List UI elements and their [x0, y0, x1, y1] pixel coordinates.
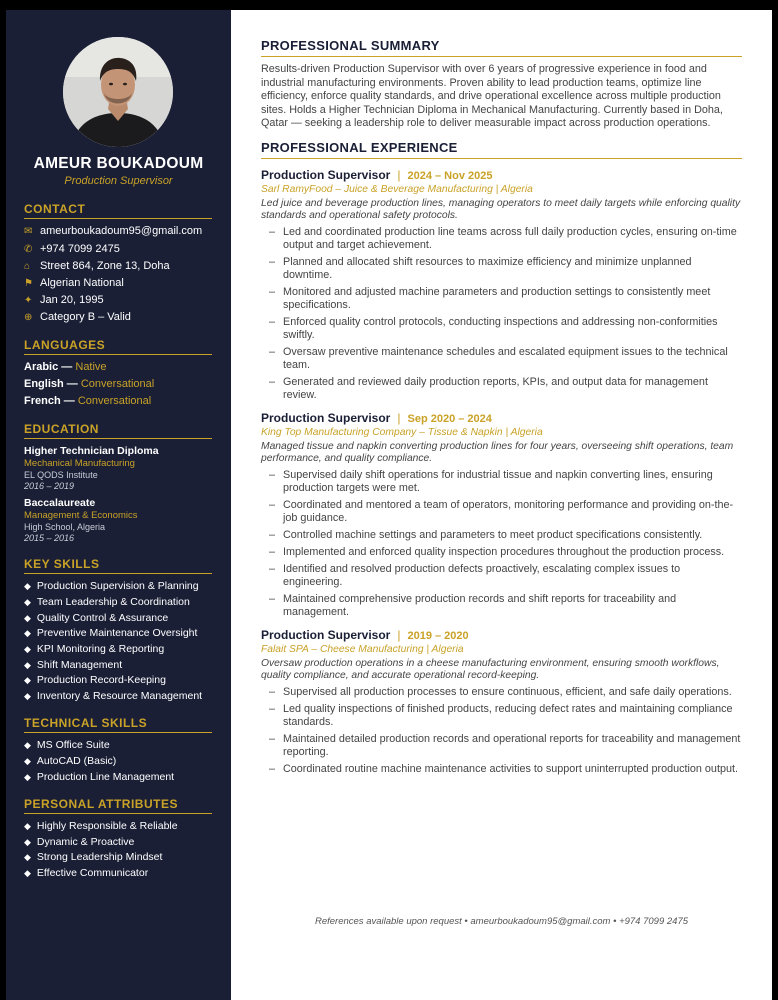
contact-license	[24, 311, 131, 323]
job-company: Sarl RamyFood – Juice & Beverage Manufacturing | Algeria	[261, 183, 533, 195]
job-bullet: – Planned and allocated shift resources to maximize efficiency and minimize unplanned downtime.	[261, 256, 742, 282]
job-position: Production Supervisor	[261, 410, 391, 425]
languages-section-title: LANGUAGES	[24, 338, 212, 355]
education-institution: EL QODS Institute	[24, 470, 98, 480]
diamond-bullet-icon: ◆	[24, 868, 31, 878]
diamond-bullet-icon: ◆	[24, 675, 31, 685]
technical-skill-item: ◆ Production Line Management	[24, 771, 175, 783]
job-bullet: – Led and coordinated production line teams across full daily production cycles, ensuring on-time output and target achievement.	[261, 226, 742, 252]
education-section-title: EDUCATION	[24, 422, 212, 439]
candidate-name: AMEUR BOUKADOUM	[33, 155, 204, 172]
personal-attributes-section-title: PERSONAL ATTRIBUTES	[24, 797, 212, 814]
key-skills-section-title: KEY SKILLS	[24, 557, 212, 574]
job-bullet: – Monitored and adjusted machine parameters and production settings to consistently meet specifications.	[261, 286, 742, 312]
contact-email-text: ameurboukadoum95@gmail.com	[40, 225, 203, 237]
key-skill-item: ◆ Shift Management	[24, 659, 123, 671]
attribute-item: ◆ Strong Leadership Mindset	[24, 851, 163, 863]
job-description: Led juice and beverage production lines, managing operators to meet daily targets while enforcing quality standards and operational safety protocols.	[261, 197, 741, 221]
diamond-bullet-icon: ◆	[24, 660, 31, 670]
job-dates: Sep 2020 – 2024	[407, 412, 492, 425]
job-header: Production Supervisor | 2019 – 2020	[261, 627, 469, 642]
education-degree: Baccalaureate	[24, 497, 96, 509]
contact-phone-text: +974 7099 2475	[40, 243, 120, 255]
diamond-bullet-icon: ◆	[24, 597, 31, 607]
job-position: Production Supervisor	[261, 627, 391, 642]
diamond-bullet-icon: ◆	[24, 613, 31, 623]
footer-references: References available upon request • ameurboukadoum95@gmail.com • +974 7099 2475	[314, 916, 689, 927]
job-header: Production Supervisor | 2024 – Nov 2025	[261, 167, 493, 182]
education-institution: High School, Algeria	[24, 522, 106, 532]
experience-section-title: PROFESSIONAL EXPERIENCE	[261, 140, 742, 159]
key-skill-item: ◆ KPI Monitoring & Reporting	[24, 643, 165, 655]
avatar	[63, 37, 173, 147]
job-bullet: – Implemented and enforced quality inspection procedures throughout the production process.	[261, 546, 742, 559]
diamond-bullet-icon: ◆	[24, 644, 31, 654]
flag-icon: ⚑	[24, 277, 33, 289]
education-degree: Higher Technician Diploma	[24, 445, 159, 457]
diamond-bullet-icon: ◆	[24, 756, 31, 766]
job-bullet: – Supervised all production processes to ensure continuous, efficient, and safe daily operations.	[261, 686, 742, 699]
diamond-bullet-icon: ◆	[24, 691, 31, 701]
diamond-bullet-icon: ◆	[24, 821, 31, 831]
portrait-image	[63, 37, 173, 147]
contact-nationality	[24, 277, 124, 289]
diamond-bullet-icon: ◆	[24, 740, 31, 750]
language-item: Arabic — Native	[24, 361, 107, 373]
summary-section-title: PROFESSIONAL SUMMARY	[261, 38, 742, 57]
job-company: Falait SPA – Cheese Manufacturing | Algeria	[261, 643, 464, 655]
language-item: English — Conversational	[24, 378, 155, 390]
job-entry	[261, 168, 742, 402]
education-years: 2016 – 2019	[24, 481, 75, 491]
diamond-bullet-icon: ◆	[24, 628, 31, 638]
job-bullet: – Oversaw preventive maintenance schedules and escalated equipment issues to the technical team.	[261, 346, 742, 372]
job-bullet: – Maintained detailed production records and operational reports for traceability and management reporting.	[261, 733, 742, 759]
job-description: Managed tissue and napkin converting production lines for four years, overseeing shift operations, team performance, and quality compliance.	[261, 440, 734, 464]
job-bullet: – Supervised daily shift operations for industrial tissue and napkin converting lines, ensuring production targets were met.	[261, 469, 742, 495]
diamond-bullet-icon: ◆	[24, 837, 31, 847]
attribute-item: ◆ Effective Communicator	[24, 867, 149, 879]
diamond-bullet-icon: ◆	[24, 852, 31, 862]
job-bullets	[261, 226, 742, 402]
job-position: Production Supervisor	[261, 167, 391, 182]
contact-birthdate-text: Jan 20, 1995	[40, 294, 104, 306]
contact-phone[interactable]	[24, 243, 120, 255]
job-bullets	[261, 686, 742, 776]
envelope-icon: ✉	[24, 225, 33, 237]
contact-section-title: CONTACT	[24, 202, 212, 219]
job-bullet: – Identified and resolved production defects proactively, escalating complex issues to engineering.	[261, 563, 742, 589]
key-skill-item: ◆ Production Record-Keeping	[24, 674, 166, 686]
job-header: Production Supervisor | Sep 2020 – 2024	[261, 410, 492, 425]
attribute-item: ◆ Highly Responsible & Reliable	[24, 820, 178, 832]
target-icon: ⊕	[24, 311, 33, 323]
education-field: Mechanical Manufacturing	[24, 458, 135, 469]
job-bullet: – Controlled machine settings and parameters to meet product specifications consistently.	[261, 529, 742, 542]
language-item: French — Conversational	[24, 395, 152, 407]
phone-icon: ✆	[24, 243, 33, 255]
technical-skills-section-title: TECHNICAL SKILLS	[24, 716, 212, 733]
key-skill-item: ◆ Production Supervision & Planning	[24, 580, 199, 592]
job-dates: 2024 – Nov 2025	[407, 169, 493, 182]
key-skill-item: ◆ Preventive Maintenance Oversight	[24, 627, 198, 639]
key-skill-item: ◆ Quality Control & Assurance	[24, 612, 169, 624]
diamond-bullet-icon: ◆	[24, 581, 31, 591]
job-bullet: – Coordinated and mentored a team of operators, monitoring performance and providing on-the-job guidance.	[261, 499, 742, 525]
attribute-item: ◆ Dynamic & Proactive	[24, 836, 135, 848]
job-bullet: – Led quality inspections of finished products, reducing defect rates and maintaining compliance standards.	[261, 703, 742, 729]
contact-nationality-text: Algerian National	[40, 277, 124, 289]
technical-skill-item: ◆ AutoCAD (Basic)	[24, 755, 117, 767]
job-entry	[261, 411, 742, 619]
home-icon: ⌂	[24, 260, 31, 272]
contact-email[interactable]	[24, 225, 202, 237]
contact-license-text: Category B – Valid	[40, 311, 131, 323]
diamond-bullet-icon: ◆	[24, 772, 31, 782]
key-skill-item: ◆ Inventory & Resource Management	[24, 690, 203, 702]
job-bullets	[261, 469, 742, 619]
job-entry	[261, 628, 742, 776]
resume-page	[6, 10, 772, 1000]
contact-birthdate	[24, 294, 104, 306]
technical-skill-item: ◆ MS Office Suite	[24, 739, 110, 751]
summary-text: Results-driven Production Supervisor with over 6 years of progressive experience in food and industrial manufacturing environments. Proven ability to lead production teams, optimize line efficiency, enforce quality standards, and drive operational excellence across multiple production sites. Holds a Higher Technician Diploma in Mechanical Manufacturing. Currently based in Doha, Qatar — seeking a leadership role to deliver measurable impact across production operations.	[261, 63, 723, 129]
job-dates: 2019 – 2020	[407, 629, 469, 642]
job-company: King Top Manufacturing Company – Tissue & Napkin | Algeria	[261, 426, 543, 438]
star-icon: ✦	[24, 294, 33, 306]
sidebar	[6, 10, 231, 1000]
job-bullet: – Enforced quality control protocols, conducting inspections and addressing non-conformities swiftly.	[261, 316, 742, 342]
education-field: Management & Economics	[24, 510, 138, 521]
job-description: Oversaw production operations in a cheese manufacturing environment, ensuring smooth workflows, quality compliance, and accurate operational record-keeping.	[261, 657, 720, 681]
contact-address	[24, 260, 170, 272]
candidate-role: Production Supervisor	[64, 175, 173, 187]
job-bullet: – Coordinated routine machine maintenance activities to support uninterrupted production output.	[261, 763, 742, 776]
job-bullet: – Maintained comprehensive production records and shift reports for traceability and management.	[261, 593, 742, 619]
job-bullet: – Generated and reviewed daily production reports, KPIs, and output data for management review.	[261, 376, 742, 402]
main-content	[231, 10, 772, 1000]
education-years: 2015 – 2016	[24, 533, 75, 543]
contact-address-text: Street 864, Zone 13, Doha	[40, 260, 170, 272]
key-skill-item: ◆ Team Leadership & Coordination	[24, 596, 190, 608]
